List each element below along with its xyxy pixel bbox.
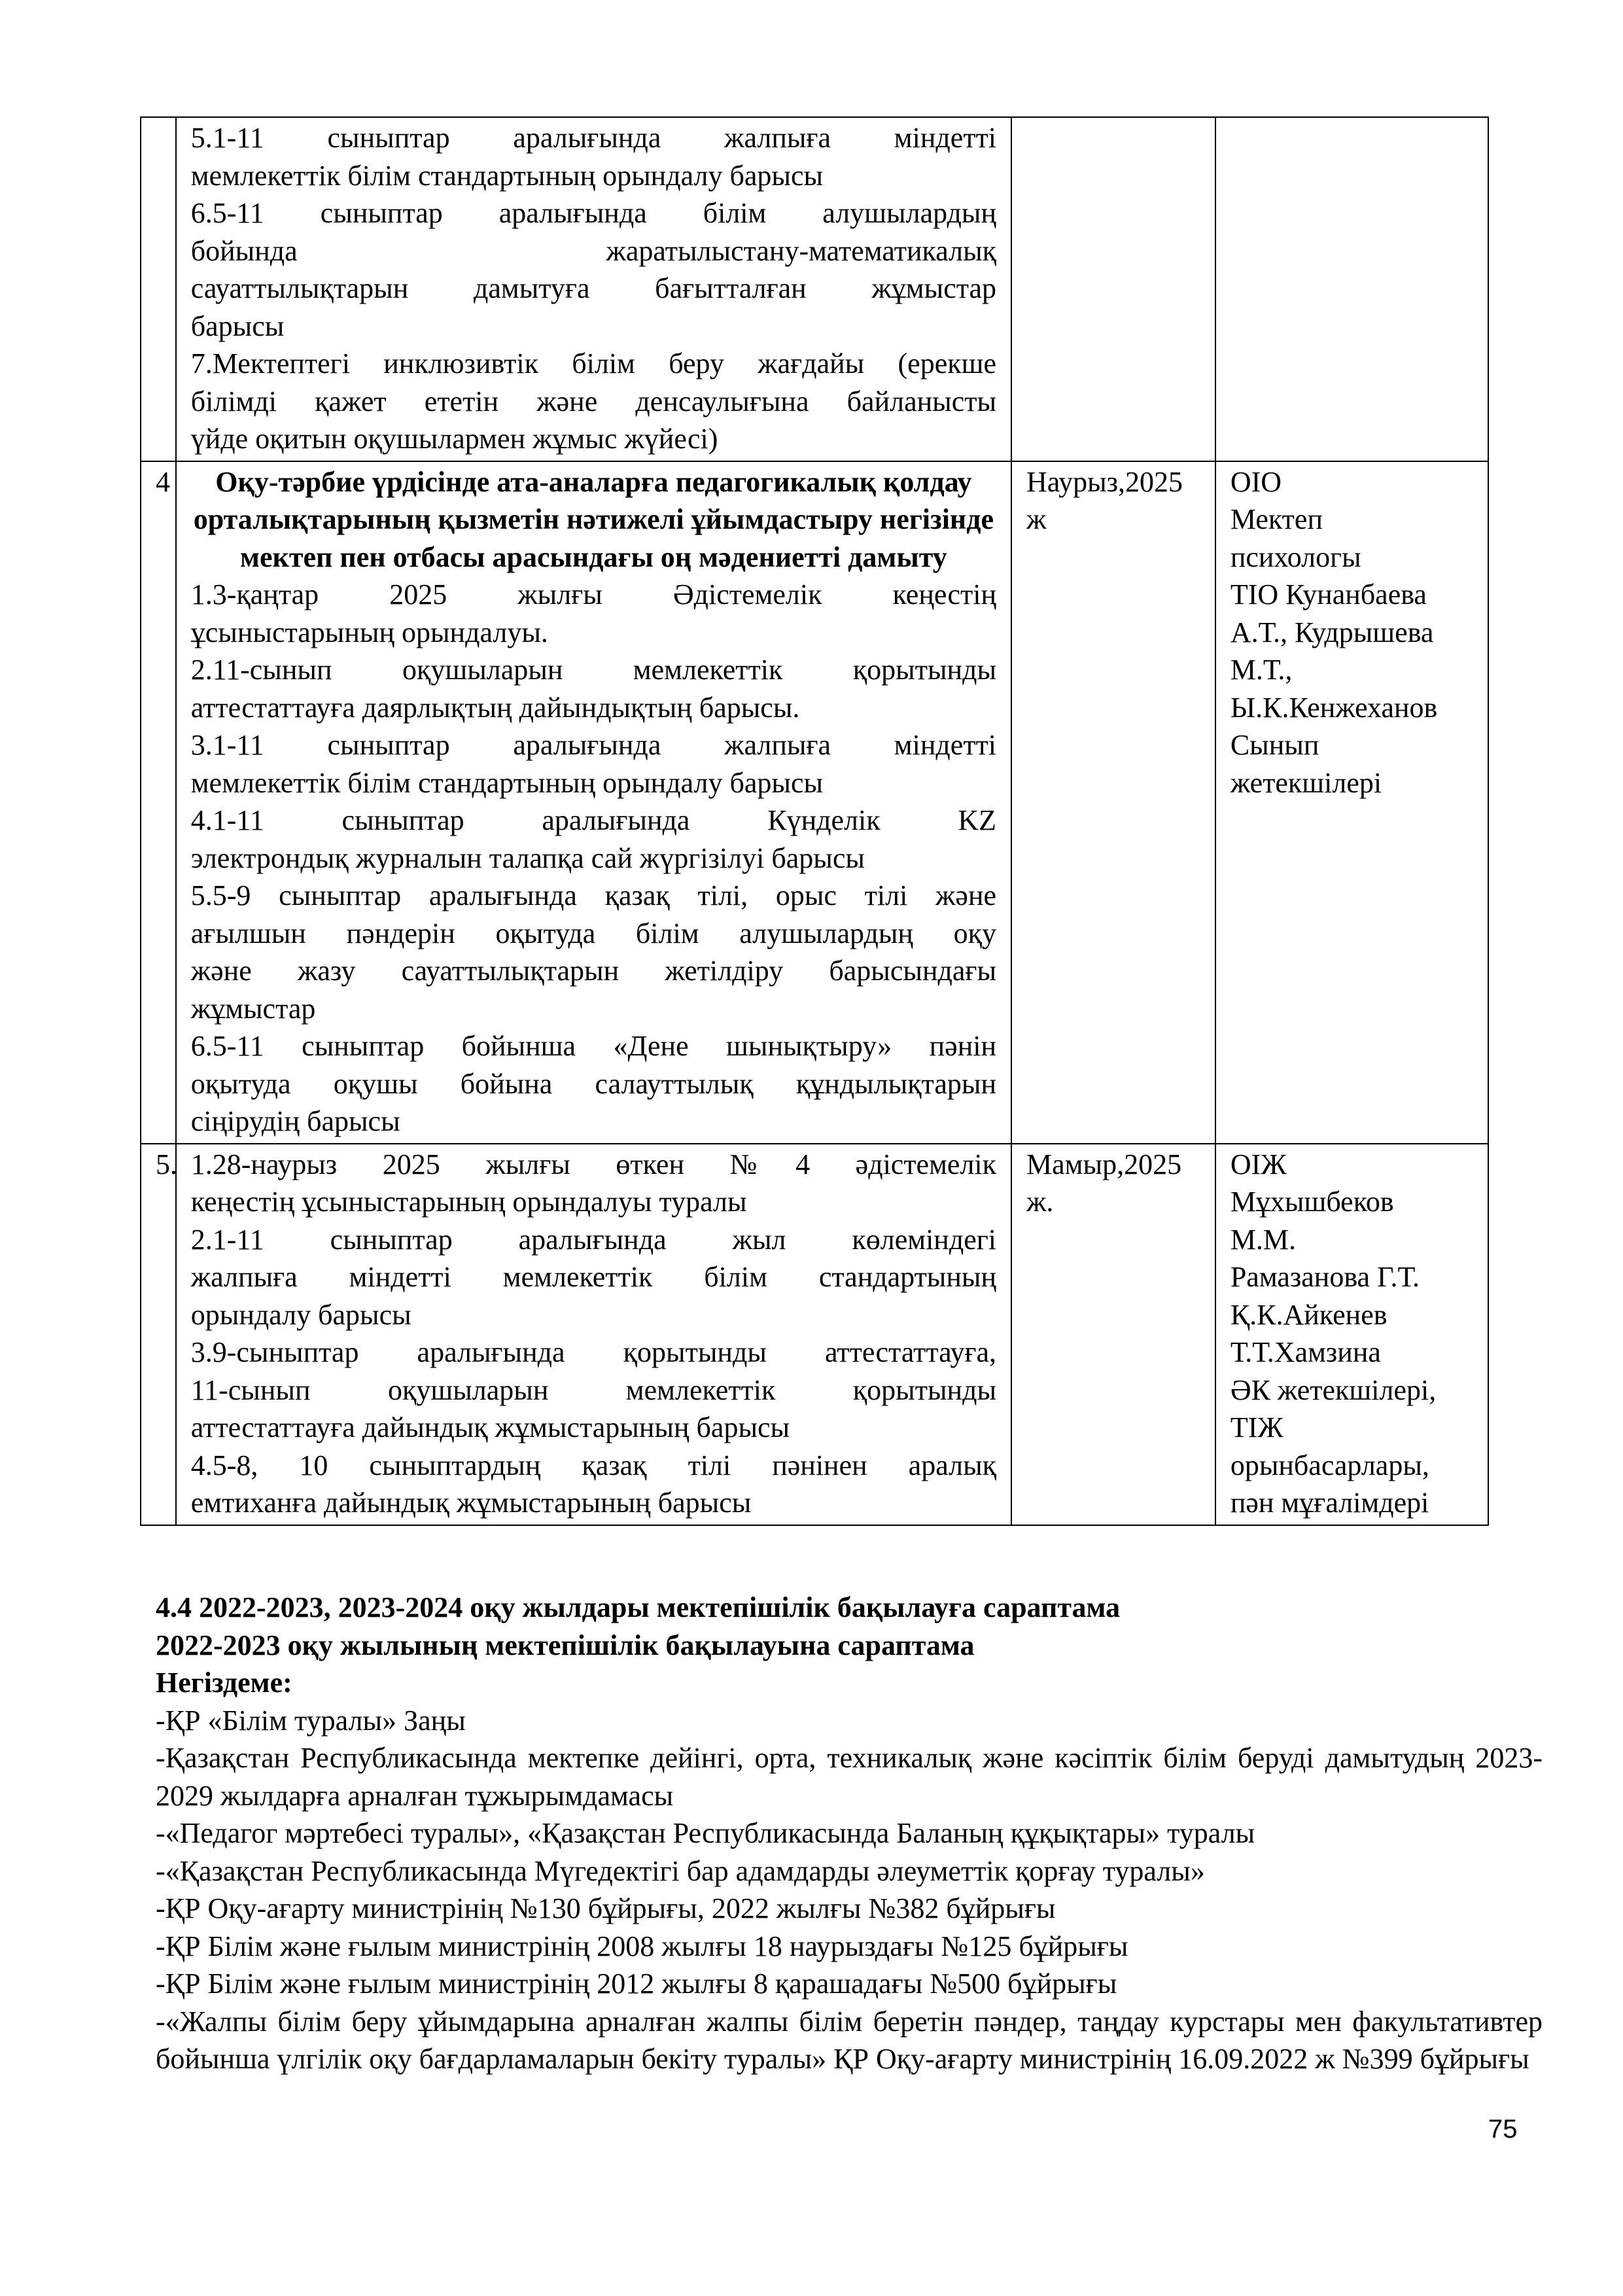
date-line: Наурыз,2025	[1026, 465, 1183, 498]
topic-line: оқытуда оқушы бойына салауттылық құндылықтарын	[190, 1067, 997, 1100]
topic-line: аттестаттауға даярлықтың дайындықтың барысы.	[190, 691, 800, 724]
row-topic	[176, 117, 1011, 461]
topic-line: 5.1-11 сыныптар аралығында жалпыға міндетті	[190, 122, 997, 154]
topic-line: 6.5-11 сыныптар бойынша «Дене шынықтыру» пәнін	[190, 1030, 997, 1062]
responsible-line: М.М.	[1230, 1223, 1297, 1256]
topic-line: 2.11-сынып оқушыларын мемлекеттік қорытынды	[190, 654, 997, 686]
topic-line: 7.Мектептегі инклюзивтік білім беру жағдайы (ерекше	[190, 347, 997, 380]
topic-line: бойында жаратылыстану-математикалық	[190, 234, 997, 267]
basis-item: -Қазақстан Республикасында мектепке дейінгі, орта, техникалық және кәсіптік білім беруді дамытудың 2023-2029 жылдарға арналған тұжырымдамасы	[156, 1742, 1543, 1812]
row-responsible	[1215, 117, 1488, 461]
responsible-line: пән мұғалімдері	[1230, 1487, 1429, 1519]
topic-line: жұмыстар	[190, 992, 316, 1025]
row-number	[141, 117, 176, 461]
topic-line: 6.5-11 сыныптар аралығында білім алушылардың	[190, 197, 997, 229]
row-topic	[176, 1144, 1011, 1525]
row-date	[1011, 117, 1215, 461]
topic-line: сіңірудің барысы	[190, 1105, 400, 1137]
basis-item: -ҚР «Білім туралы» Заңы	[156, 1704, 466, 1737]
topic-line: 1.3-қаңтар 2025 жылғы Әдістемелік кеңестің	[190, 578, 997, 610]
topic-line: ағылшын пәндерін оқытуда білім алушылардың оқу	[190, 917, 997, 949]
topic-line: білімді қажет ететін және денсаулығына байланысты	[190, 385, 997, 417]
topic-line: және жазу сауаттылықтарын жетілдіру барысындағы	[190, 955, 997, 987]
topic-line: ұсыныстарының орындалуы.	[190, 616, 548, 648]
responsible-line: психологы	[1230, 540, 1361, 573]
topic-line: 5.5-9 сыныптар аралығында қазақ тілі, орыс тілі және	[190, 879, 997, 911]
row-number: 4	[141, 461, 176, 1144]
topic-line: электрондық журналын талапқа сай жүргізілуі барысы	[190, 841, 865, 874]
date-line: ж.	[1026, 1186, 1054, 1218]
responsible-line: А.Т., Кудрышева	[1230, 616, 1434, 648]
section-subheading: 2022-2023 оқу жылының мектепішілік бақылауына сараптама	[156, 1629, 975, 1661]
responsible-line: Мектеп	[1230, 503, 1323, 535]
page-number: 75	[1488, 2115, 1518, 2144]
basis-item: -ҚР Оқу-ағарту министрінің №130 бұйрығы, 2022 жылғы №382 бұйрығы	[156, 1892, 1056, 1924]
topic-line: 2.1-11 сыныптар аралығында жыл көлеміндегі	[190, 1223, 997, 1256]
topic-line: барысы	[190, 309, 285, 342]
topic-line: орындалу барысы	[190, 1298, 411, 1331]
topic-line: 3.9-сыныптар аралығында қорытынды аттестаттауға,	[190, 1336, 997, 1368]
responsible-line: орынбасарлары,	[1230, 1449, 1429, 1481]
row-date	[1011, 1144, 1215, 1525]
topic-line: кеңестің ұсыныстарының орындалуы туралы	[190, 1186, 747, 1218]
section-heading: 4.4 2022-2023, 2023-2024 оқу жылдары мектепішілік бақылауға сараптама	[156, 1591, 1121, 1623]
responsible-line: ӘК жетекшілері,	[1230, 1373, 1437, 1406]
table-row	[141, 461, 1488, 1144]
responsible-line: Рамазанова Г.Т.	[1230, 1261, 1420, 1293]
responsible-line: Т.Т.Хамзина	[1230, 1336, 1381, 1368]
topic-line: аттестаттауға дайындық жұмыстарының барысы	[190, 1411, 790, 1443]
basis-item: -ҚР Білім және ғылым министрінің 2012 жылғы 8 қарашадағы №500 бұйрығы	[156, 1968, 1117, 2000]
row-responsible	[1215, 461, 1488, 1144]
basis-item: -ҚР Білім және ғылым министрінің 2008 жылғы 18 наурыздағы №125 бұйрығы	[156, 1930, 1128, 1962]
responsible-line: ТІО Кунанбаева	[1230, 578, 1427, 610]
topic-line: үйде оқитын оқушылармен жұмыс жүйесі)	[190, 423, 718, 455]
analysis-section	[156, 1589, 1543, 2078]
topic-line: 1.28-наурыз 2025 жылғы өткен №4 әдістемелік	[190, 1148, 997, 1180]
responsible-line: Мұхышбеков	[1230, 1186, 1394, 1218]
date-line: Мамыр,2025	[1026, 1148, 1182, 1180]
row-responsible	[1215, 1144, 1488, 1525]
topic-line: 4.1-11 сыныптар аралығында Күнделік KZ	[190, 804, 997, 836]
responsible-line: Қ.К.Айкенев	[1230, 1298, 1387, 1331]
table-row	[141, 1144, 1488, 1525]
row-topic-title: Оқу-тәрбие үрдісінде ата-аналарға педагогикалық қолдау орталықтарының қызметін нәтижелі ұйымдастыру негізінде мектеп пен отбасы арасындағы оң мәдениетті дамыту	[193, 465, 994, 573]
topic-line: мемлекеттік білім стандартының орындалу барысы	[190, 159, 824, 192]
row-topic	[176, 461, 1011, 1144]
basis-item: -«Қазақстан Республикасында Мүгедектігі бар адамдарды әлеуметтік қорғау туралы»	[156, 1854, 1205, 1887]
basis-item: -«Педагог мәртебесі туралы», «Қазақстан Республикасында Баланың құқықтары» туралы	[156, 1817, 1255, 1849]
topic-line: 3.1-11 сыныптар аралығында жалпыға міндетті	[190, 729, 997, 761]
responsible-line: ОІО	[1230, 465, 1282, 498]
responsible-line: Сынып	[1230, 729, 1319, 761]
date-line: ж	[1026, 503, 1047, 535]
responsible-line: Ы.К.Кенжеханов	[1230, 691, 1438, 724]
basis-item: -«Жалпы білім беру ұйымдарына арналған жалпы білім беретін пәндер, таңдау курстары мен факультативтер бойынша үлгілік оқу бағдарламаларын бекіту туралы» ҚР Оқу-ағарту министрінің 16.09.2022 ж №399 бұйрығы	[156, 2005, 1543, 2075]
responsible-line: ТІЖ	[1230, 1411, 1283, 1443]
topic-line: сауаттылықтарын дамытуға бағытталған жұмыстар	[190, 272, 997, 304]
topic-line: 4.5-8, 10 сыныптардың қазақ тілі пәнінен аралық	[190, 1449, 997, 1481]
row-date	[1011, 461, 1215, 1144]
topic-line: 11-сынып оқушыларын мемлекеттік қорытынды	[190, 1373, 997, 1406]
topic-line: мемлекеттік білім стандартының орындалу барысы	[190, 766, 824, 799]
responsible-line: М.Т.,	[1230, 654, 1293, 686]
plan-table	[140, 116, 1489, 1526]
basis-heading: Негіздеме:	[156, 1667, 292, 1699]
topic-line: емтиханға дайындық жұмыстарының барысы	[190, 1487, 752, 1519]
topic-line: жалпыға міндетті мемлекеттік білім стандартының	[190, 1261, 997, 1293]
responsible-line: ОІЖ	[1230, 1148, 1287, 1180]
table-row	[141, 117, 1488, 461]
responsible-line: жетекшілері	[1230, 766, 1382, 799]
row-number: 5.	[141, 1144, 176, 1525]
